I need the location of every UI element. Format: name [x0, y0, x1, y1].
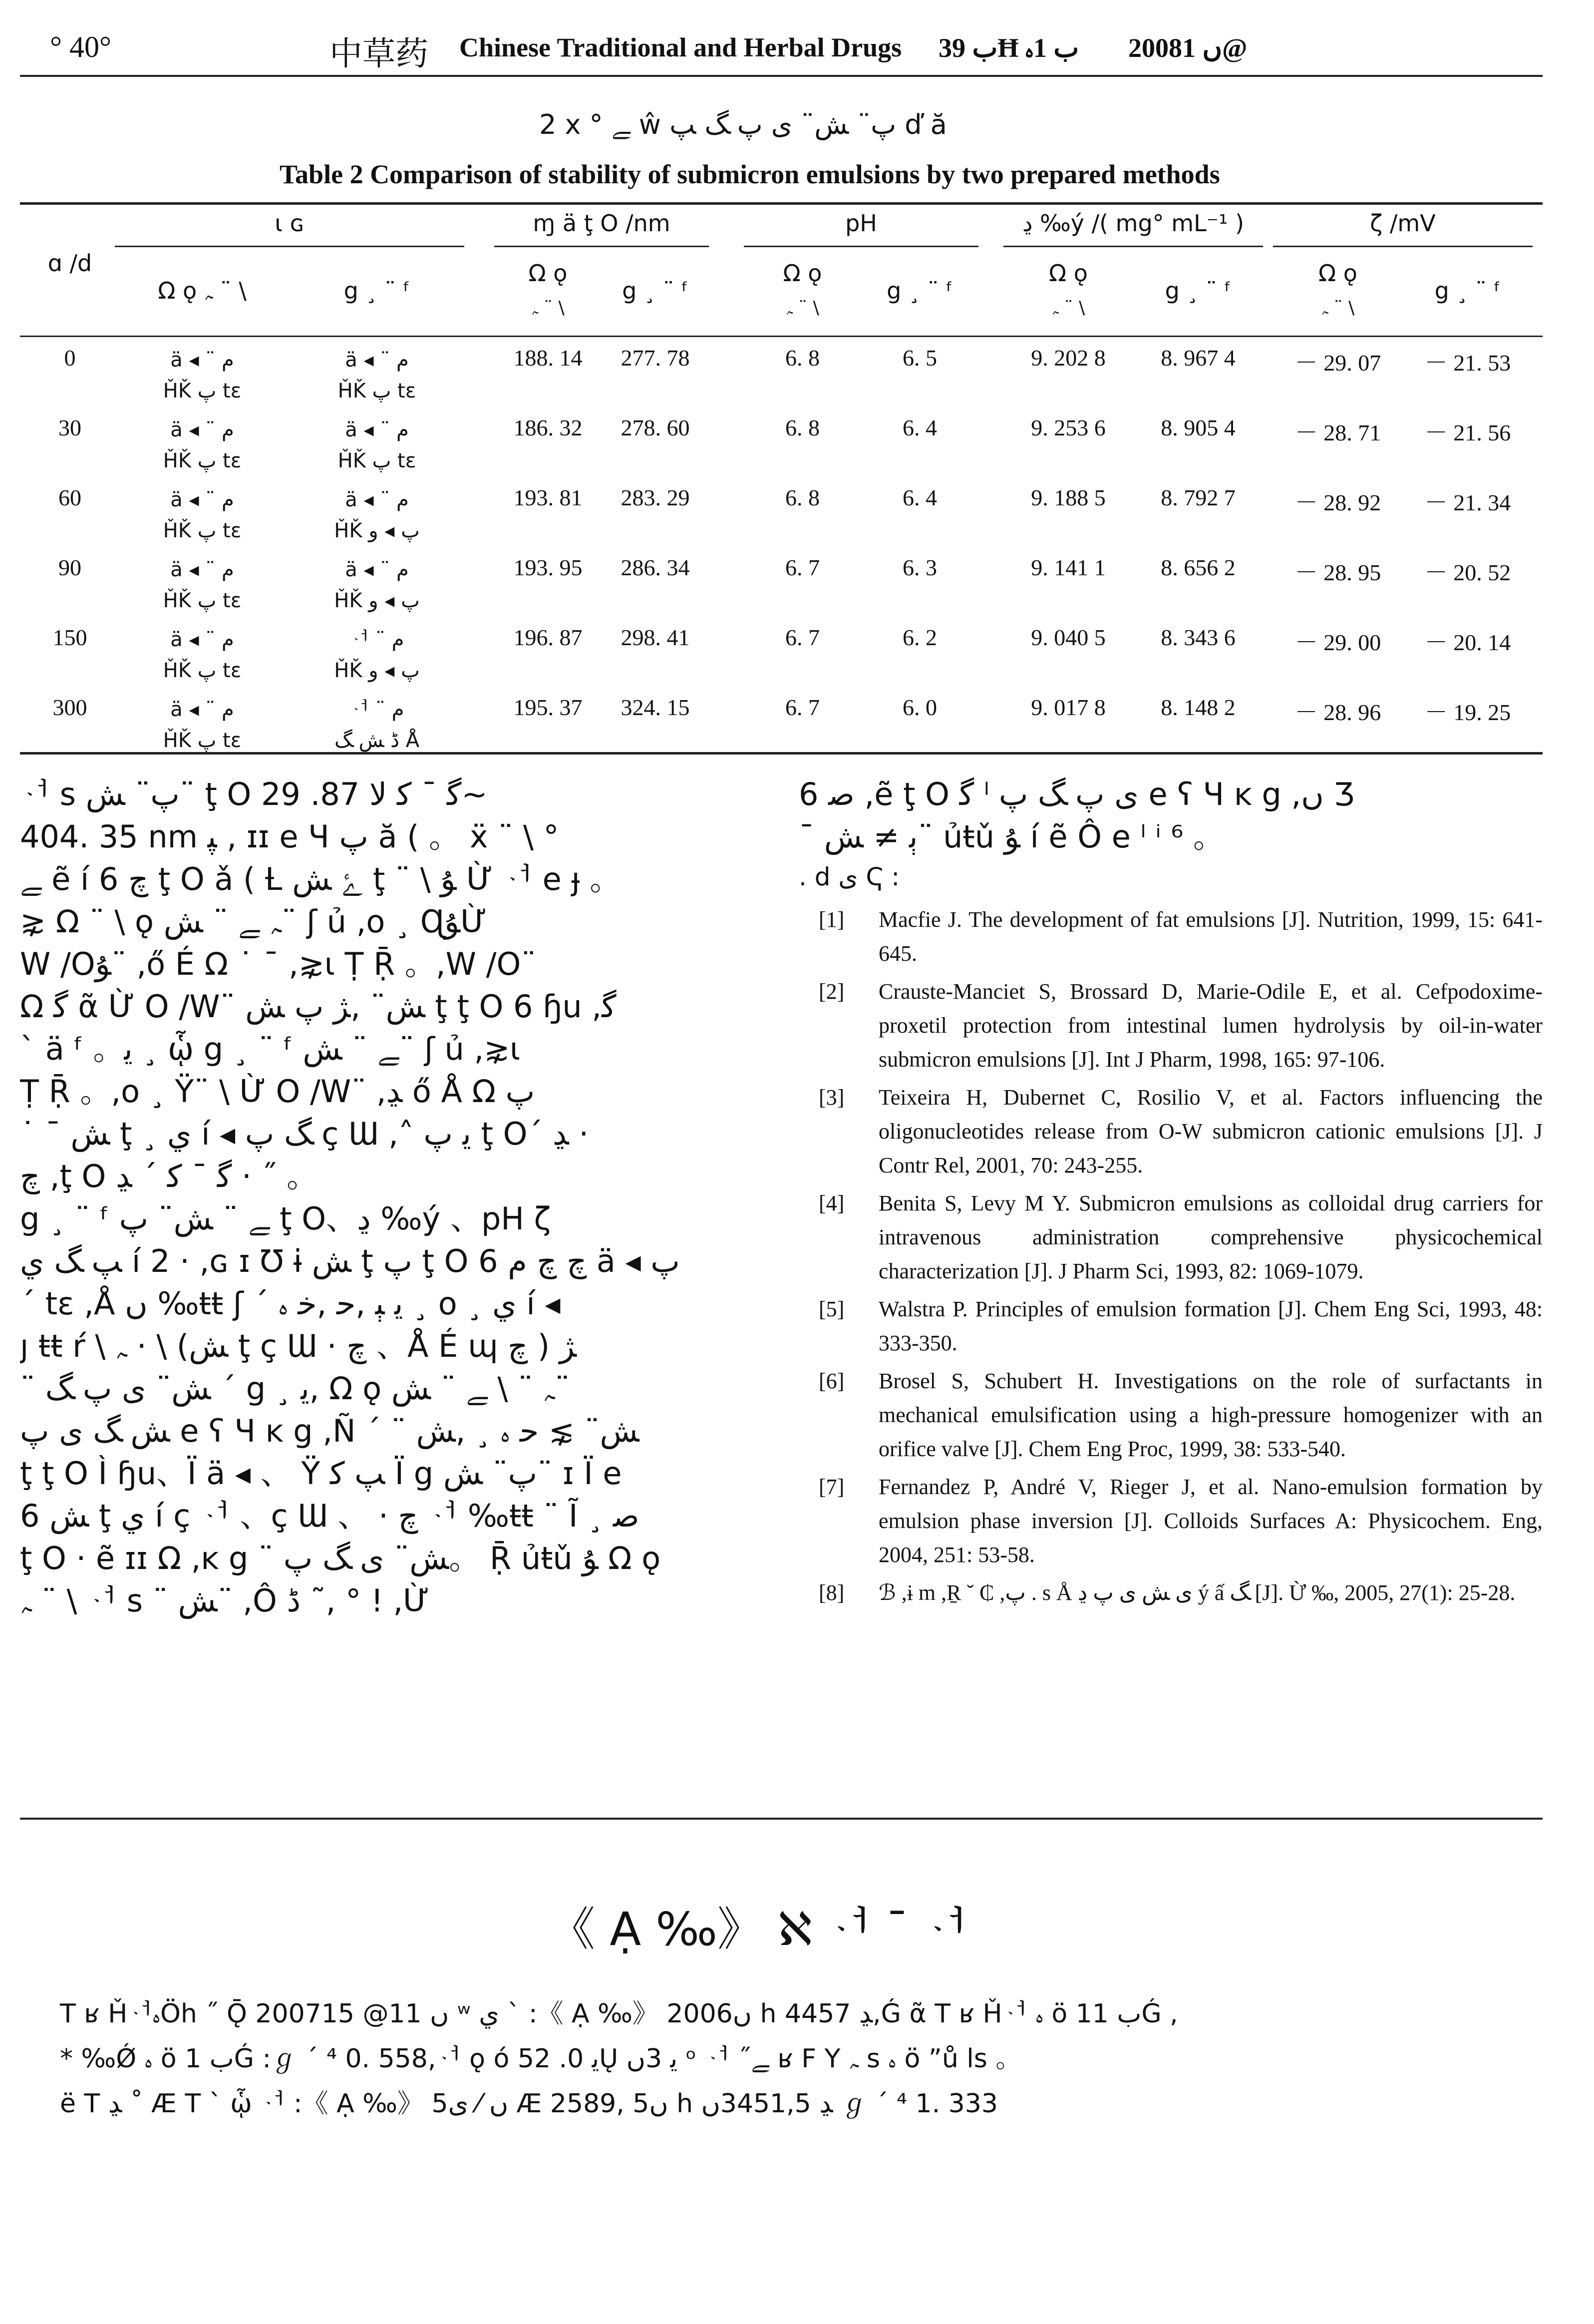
cell-size-1: 193. 95 [513, 555, 583, 580]
table-top-rule [20, 202, 1543, 205]
table-bottom-rule [20, 752, 1543, 755]
cell-size-2: 277. 78 [621, 345, 690, 371]
subheader-appearance-method2: g ¸ ¨ ᶠ [343, 277, 410, 304]
cell-conc-2: 8. 792 7 [1161, 485, 1236, 510]
cell-day: 60 [58, 485, 81, 510]
cell-zeta-1: － 29. 00 [1294, 630, 1381, 655]
body-line: W /Oﯘ¨ ,ő É Ω ˙ ¯ ,⋧ι Ṭ Ṝ 。,W /O¨ [20, 946, 537, 982]
cell-zeta-2: － 20. 52 [1424, 560, 1511, 585]
journal-title-en: Chinese Traditional and Herbal Drugs [459, 32, 902, 62]
table-caption-en: Table 2 Comparison of stability of submicron emulsions by two prepared methods [280, 159, 1220, 189]
cell-conc-2: 8. 343 6 [1161, 625, 1236, 650]
cell-zeta-1: － 28. 92 [1294, 490, 1381, 515]
reference-number: [1] [819, 907, 845, 932]
reference-item [799, 975, 1543, 1077]
group-rule-zeta [1273, 246, 1533, 247]
group-rule-appearance [115, 246, 464, 247]
cell-conc-1: 9. 188 5 [1031, 485, 1106, 510]
cell-day: 300 [52, 695, 87, 720]
cell-zeta-2: － 21. 56 [1424, 420, 1511, 445]
subheader-conc-method2: g ¸ ¨ ᶠ [1165, 277, 1232, 304]
cell-ph-2: 6. 2 [903, 625, 937, 650]
announcement-line: ë T ﮃ ˚ Æ T ` ᾧ ᆟ :《 Ạ ‰》 5ں ⁄ ﯼ Æ 2589, 5ں h ﮃ 3451,5ں ℊ ´ ⁴ 1. 333 [60, 2089, 998, 2119]
reference-item [799, 1186, 1543, 1288]
group-rule-particle-size [494, 246, 709, 247]
reference-text: Brosel S, Schubert H. Investigations on the role of surfactants in mechanical emulsification using a high-pressure homogenizer with an orifice valve [J]. Chem Eng Proc, 1999, 38: 533-540. [879, 1369, 1543, 1461]
reference-number: [2] [819, 979, 845, 1004]
cell-size-1: 196. 87 [513, 625, 583, 650]
col-header-time: ɑ /d [47, 250, 92, 277]
journal-volume: ب 39Ħ ب 1ﮦ [939, 33, 1079, 63]
journal-title-cn: 中草药 [329, 34, 428, 73]
cell-ph-1: 6. 7 [785, 695, 820, 720]
group-header-ph: pH [845, 210, 877, 237]
reference-item [799, 1576, 1543, 1610]
cell-appearance-1: ä ◂ ¨ م ȞǨ ﭖ tɛ [163, 558, 242, 612]
cell-size-2: 324. 15 [621, 695, 690, 720]
reference-item [799, 1470, 1543, 1572]
body-line: ﮯ ẽ í 6 ﭺ ţ O ǎ ( Ƚ ﮰ ﺶ ţ ¨ \ ﯘ Ừ ᆟ e ɟ 。 [20, 861, 621, 897]
reference-text: Benita S, Levy M Y. Submicron emulsions as colloidal drug carriers for intravenous administration comprehensive physicochemical characterization [J]. J Pharm Sci, 1993, 82: 1069-1079. [879, 1191, 1543, 1283]
body-line: ᆟ s ﭖ¨ ﺶ¨ ţ O ﮔ ¯ ﮐ ﻻ 87. 29~ [20, 776, 488, 812]
group-header-particle-size: ɱ ä ţ O /nm [533, 210, 670, 237]
body-line: ȷ ŧŧ ŕ \ ﮧ · \ (ﺶ ţ ç Ɯ · ﭺ 、Å É ɰ ﭺ ) ﮋ [20, 1328, 577, 1364]
subheader-ph-method1-sub: ﮧ ¨ \ [786, 298, 819, 318]
subheader-size-method1: Ω ǫ [528, 260, 568, 287]
references-heading: . d ﯼ Ҁ : [799, 862, 900, 891]
reference-text: ℬ ,ɨ m ,Ṟ ˘ ₵ ,ﭖ . s Å ﯼ ﺶ ﯼ ﭖ ﮂ ý ấ ﮓ [J]. Ừ ‰, 2005, 27(1): 25-28. [879, 1580, 1516, 1605]
cell-conc-1: 9. 017 8 [1031, 695, 1106, 720]
body-line: Ṭ Ṝ 。,o ¸ Ÿ¨ \ Ừ O /W¨ ,ﮃ ő Å Ω ﭖ [20, 1073, 535, 1110]
body-text-right [799, 773, 1543, 1614]
body-line: ` ä ᶠ 。ﯾ ¸ ᾧ g ¸ ¨ ᶠ ﮯ ¨ ﺶ¨ ʃ ủ ,⋧ι [20, 1031, 521, 1067]
reference-text: Teixeira H, Dubernet C, Rosilio V, et al. Factors influencing the oligonucleotides release from O-W submicron cationic emulsions [J]. J Contr Rel, 2001, 70: 243-255. [879, 1085, 1543, 1177]
cell-size-1: 193. 81 [513, 485, 583, 510]
cell-ph-1: 6. 7 [785, 625, 820, 650]
cell-size-2: 298. 41 [621, 625, 690, 650]
cell-size-2: 286. 34 [621, 555, 690, 580]
cell-appearance-1: ä ◂ ¨ م ȞǨ ﭖ tɛ [163, 349, 242, 402]
announcement-rule [20, 1818, 1543, 1820]
announcement-line: * ‰Ǿ ﮦ ö ب 1Ǵ :ℊ ´ ⁴ 0. 558,ᆟ ǫ ó ﯾ 0. 52Ų ﯾ 3ں ᵒ ᆟ ˝ﮯ ʁ Ϝ Y ﮧ s ﮦ ö ˮů ls 。 [60, 2044, 1022, 2074]
body-line: ´ tɛ ,Å ﮞ ‰ŧŧ ʃ ´ ﯾ ﯧ ,ﺣ ,ﺧ ﮦ ¸ o ¸ ﻱ í ◂ [20, 1285, 561, 1322]
journal-date: 2008ں 1@ [1128, 33, 1248, 63]
header-rule [20, 75, 1543, 77]
reference-number: [5] [819, 1297, 845, 1321]
reference-item [799, 1081, 1543, 1182]
cell-appearance-2: ä ◂ ¨ م ȞǨ ﭖ ◂ و [334, 558, 420, 612]
reference-item [799, 1364, 1543, 1466]
cell-zeta-1: － 28. 96 [1294, 700, 1381, 725]
cell-appearance-2: ä ◂ ¨ م ȞǨ ﭖ tɛ [337, 349, 416, 402]
reference-item [799, 903, 1543, 971]
cell-zeta-2: － 21. 53 [1424, 350, 1511, 376]
group-rule-ph [744, 246, 978, 247]
reference-item [799, 1292, 1543, 1360]
table-header-rule [20, 336, 1543, 337]
running-header [20, 30, 1543, 75]
subheader-conc-method1: Ω ǫ [1049, 260, 1088, 287]
body-line: ﮧ ¨ \ ᆟ s ¨ ﺶ¨ ,Ô ﮈ ˜, ° ! ,Ừ [20, 1582, 430, 1619]
subheader-ph-method1: Ω ǫ [783, 260, 822, 287]
cell-size-1: 186. 32 [513, 415, 583, 440]
body-text-left [20, 773, 774, 1622]
subheader-zeta-method1: Ω ǫ [1318, 260, 1357, 287]
subheader-appearance-method1: Ω ǫ ﮧ ¨ \ [158, 277, 247, 304]
cell-appearance-2: ä ◂ ¨ م ȞǨ ﭖ tɛ [337, 418, 416, 472]
cell-zeta-2: － 19. 25 [1424, 700, 1511, 725]
page-number: ° 40° [50, 30, 111, 63]
cell-appearance-2: ᆟ ¨ م ﮈ ﺶ ﮓ Å [334, 698, 420, 752]
cell-ph-2: 6. 4 [903, 415, 937, 440]
cell-day: 30 [58, 415, 81, 440]
subheader-zeta-method2: g ¸ ¨ ᶠ [1434, 277, 1501, 304]
cell-ph-2: 6. 0 [903, 695, 937, 720]
cell-ph-1: 6. 7 [785, 555, 820, 580]
cell-zeta-2: － 21. 34 [1424, 490, 1511, 515]
cell-zeta-1: － 28. 95 [1294, 560, 1381, 585]
body-line: ⋧ Ω ¨ \ ǫ ﮧ ﮯ ¨ ﺶ¨ ʃ ủ ,o ¸ ɊﯘỪ [20, 903, 487, 940]
cell-conc-2: 8. 905 4 [1161, 415, 1236, 440]
cell-ph-2: 6. 4 [903, 485, 937, 510]
body-line: ﭺ ,ţ O ﮔ ¯ ﮐ ´ ﮃ · ˝ 。 [20, 1158, 318, 1194]
cell-ph-1: 6. 8 [785, 485, 820, 510]
group-header-concentration: ﮂ ‰ý /( mg° mL⁻¹ ) [1022, 210, 1245, 237]
body-line: ﭗ ﮓ ﻱ í 2 · ,ɢ ɪ Ʊ ɨ ﺶ ţ ﭖ ţ O 6 ﭺ ﭺ ﻡ ä ◂ ﭖ [20, 1243, 680, 1279]
cell-appearance-2: ᆟ ¨ م ȞǨ ﭖ ◂ و [334, 628, 420, 682]
body-line: ţ O · ẽ ɪɪ Ω ,ĸ g ¨ ﺶ¨ ﯼ ﮓ ﭖ。 Ṝ ủŧǔ ﯘ Ω ǫ [20, 1540, 661, 1576]
cell-day: 0 [64, 345, 76, 371]
cell-appearance-1: ä ◂ ¨ م ȞǨ ﭖ tɛ [163, 488, 242, 542]
body-line: ˙ ¯ ﺶ ţ ¸ ﻱ í ◂ ﮓ ﭖ ç Ɯ ,˄ ﯾ ﭖ ţ O´ ﮃ · [20, 1116, 589, 1152]
cell-zeta-1: － 28. 71 [1294, 420, 1381, 445]
reference-number: [8] [819, 1580, 845, 1605]
cell-appearance-1: ä ◂ ¨ م ȞǨ ﭖ tɛ [163, 698, 242, 752]
cell-size-1: 188. 14 [513, 345, 583, 371]
group-header-zeta: ζ /mV [1370, 210, 1436, 237]
subheader-size-method2: g ¸ ¨ ᶠ [622, 277, 688, 304]
cell-appearance-1: ä ◂ ¨ م ȞǨ ﭖ tɛ [163, 628, 242, 682]
cell-ph-1: 6. 8 [785, 415, 820, 440]
cell-size-1: 195. 37 [513, 695, 583, 720]
cell-conc-1: 9. 202 8 [1031, 345, 1106, 371]
subheader-conc-method1-sub: ﮧ ¨ \ [1051, 298, 1085, 318]
table-caption-cn: 2 x ° ﮯ ŵ ﭖ¨ ﺶ¨ ﯼ ﭖ ﮓ ﭗ ď ă [539, 109, 947, 140]
cell-conc-2: 8. 656 2 [1161, 555, 1236, 580]
cell-size-2: 278. 60 [621, 415, 690, 440]
reference-text: Walstra P. Principles of emulsion formation [J]. Chem Eng Sci, 1993, 48: 333-350. [879, 1297, 1543, 1355]
reference-text: Macfie J. The development of fat emulsions [J]. Nutrition, 1999, 15: 641-645. [879, 907, 1543, 966]
cell-ph-1: 6. 8 [785, 345, 820, 371]
reference-text: Fernandez P, André V, Rieger J, et al. Nano-emulsion formation by emulsion phase inversion [J]. Colloids Surfaces A: Physicochem. Eng, 2004, 251: 53-58. [879, 1475, 1543, 1567]
body-line: g ¸ ¨ ᶠ ﮯ ¨ ﺶ¨ ﭖ ţ O、ﮂ ‰ý 、pH ζ [20, 1200, 551, 1237]
reference-text: Crauste-Manciet S, Brossard D, Marie-Odile E, et al. Cefpodoxime-proxetil protection from intestinal lumen hydrolysis by oil-in-water submicron emulsions [J]. Int J Pharm, 1998, 165: 97-106. [879, 979, 1543, 1072]
body-line: ﺶ ﮓ ﯼ ﭖ e ʕ Ч ĸ g ,Ñ ´ ¨ ﺶ¨ ⋧ ﺣ ﮦ ¸ ,ﺶ [20, 1413, 639, 1449]
reference-number: [6] [819, 1369, 845, 1393]
cell-zeta-2: － 20. 14 [1424, 630, 1511, 655]
reference-number: [3] [819, 1085, 845, 1110]
cell-conc-2: 8. 148 2 [1161, 695, 1236, 720]
cell-conc-2: 8. 967 4 [1161, 345, 1236, 371]
body-line: 6 ﺻ ,ẽ ţ O ﮔ ˡ ﯼ ﭖ ﮓ ﭖ e ʕ Ч ĸ g ,ﮞ Ʒ [799, 776, 1354, 812]
cell-appearance-2: ä ◂ ¨ م ȞǨ ﭖ ◂ و [334, 488, 420, 542]
cell-size-2: 283. 29 [621, 485, 690, 510]
cell-conc-1: 9. 141 1 [1031, 555, 1106, 580]
reference-number: [4] [819, 1191, 845, 1215]
announcement-line: T ʁ ȞᆟﮦÖh ˝ Ǭ 2007ں 11@ 15 ʷ ﻱ ` :《 Ạ ‰》 2006ں h ﮃ 4457,Ǵ ᾶ T ʁ Ȟᆟ ﮦ ö ب 11Ǵ , [60, 1999, 1178, 2029]
group-rule-concentration [1003, 246, 1263, 247]
cell-conc-1: 9. 253 6 [1031, 415, 1106, 440]
cell-conc-1: 9. 040 5 [1031, 625, 1106, 650]
reference-number: [7] [819, 1475, 845, 1499]
cell-ph-2: 6. 5 [903, 345, 937, 371]
body-line: ¨ ﺶ¨ ﯼ ﭖ ﮓ ´ g ¸ ﯾ, Ω ǫ ﮧ ¨ \ ﮯ ¨ ﺶ¨ [20, 1370, 570, 1407]
cell-ph-2: 6. 3 [903, 555, 937, 580]
cell-day: 90 [58, 555, 81, 580]
body-line: 404. 35 nm ﭙ , ɪɪ e Ч ﭖ ă ( 。 ẍ ¨ \ ° [20, 818, 559, 855]
cell-zeta-1: － 29. 07 [1294, 350, 1381, 376]
cell-appearance-1: ä ◂ ¨ م ȞǨ ﭖ tɛ [163, 418, 242, 472]
subheader-ph-method2: g ¸ ¨ ᶠ [887, 277, 953, 304]
body-line: Ω ﮔ ᾶ Ừ O /W¨ ﺶ¨ ,ﮋ ﭖ ﺶ ţ ţ O 6 ɧu ,ﮔ [20, 988, 617, 1025]
announcement-title: 《 Ạ ‰》 ℵ ᆟ ¯ ᆟ [549, 1903, 968, 1956]
body-line: ţ ţ O Ì ɧu、Ï ä ◂ 、 Ÿ ﭗ ﮐ Ï g ﭖ¨ ﺶ¨ ɪ Ï e [20, 1455, 622, 1492]
cell-day: 150 [52, 625, 87, 650]
subheader-zeta-method1-sub: ﮧ ¨ \ [1321, 298, 1355, 318]
subheader-size-method1-sub: ﮧ ¨ \ [531, 298, 565, 318]
body-line: 6 ﺶ ţ ﻱ í ç ᆟ 、ç Ɯ 、 · ﭺ ᆟ ‰ŧŧ ¨ Ĩ ¸ ﺻ [20, 1498, 639, 1534]
body-line: ¯ ﯦ ≠ ﺶ¨ ủŧǔ ﯘ í ẽ Ô e ˡ ⁱ ⁶ 。 [799, 818, 1224, 855]
group-header-appearance: ι ɢ [275, 210, 305, 237]
